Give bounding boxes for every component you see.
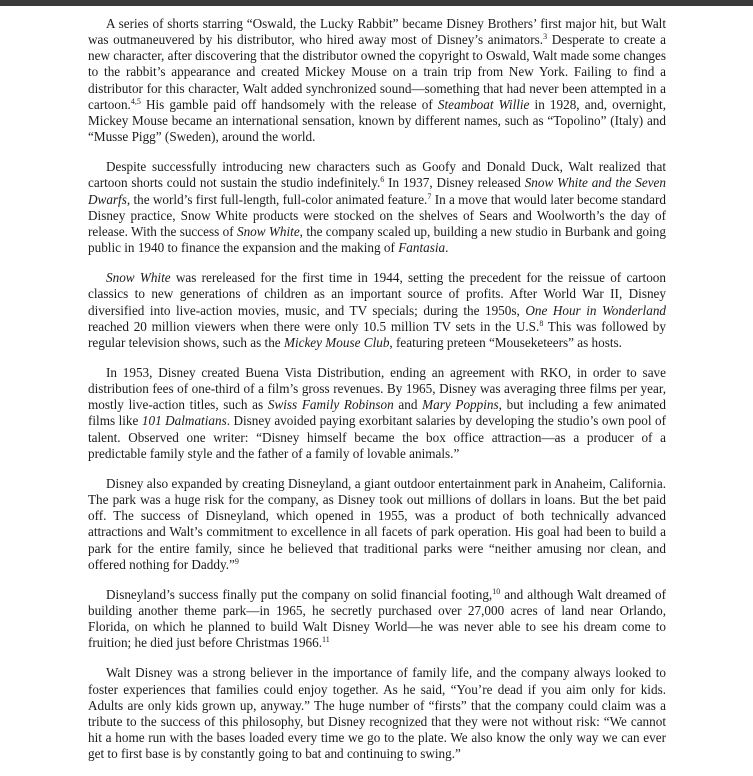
footnote-ref: 8 xyxy=(539,318,544,328)
text-segment: Disney also expanded by creating Disneyland, a giant outdoor entertainment park in Anaheim, California. The park was a huge risk for the company, as Disney took out millions of dollars in loans. But the bet paid off. The success of Disneyland, which opened in 1955, was a product of both technically advanced attractions and Walt’s commitment to excellence in all facets of park operation. His goal had been to build a park for the entire family, since he believed that traditional parks were “neither amusing nor clean, and offered nothing for Daddy.” xyxy=(88,475,666,572)
paragraph-4 xyxy=(88,365,666,462)
text-segment: , but including a few animated films like xyxy=(88,397,666,429)
text-segment: In 1953, Disney created Buena Vista Distribution, ending an agreement with RKO, in order to save distribution fees of one-third of a film’s gross revenues. By 1965, Disney was averaging three films per year, mostly live-action titles, such as xyxy=(88,364,666,413)
text-segment: Walt Disney was a strong believer in the importance of family life, and the company always looked to foster experiences that families could enjoy together. As he said, “You’re dead if you aim only for kids. Adults are only kids grown up, anyway.” The huge number of “firsts” that the company could claim was a tribute to the success of this philosophy, but Disney recognized that they were not without risk: “We cannot hit a home run with the bases loaded every time we go to the plate. We also know the only way we can ever get to first base is by constantly going to bat and continuing to swing.” xyxy=(88,665,666,762)
italic-title: Snow White xyxy=(106,270,171,286)
text-segment: Desperate to create a new character, after discovering that the distributor owned the copyright to Oswald, Walt made some changes to the rabbit’s appearance and created Mickey Mouse on a train trip from New York. Failing to find a distributor for this character, Walt added synchronized sound—something that had never been attempted in a cartoon. xyxy=(88,32,666,112)
text-segment: Disneyland’s success finally put the company on solid financial footing, xyxy=(106,586,493,602)
text-segment: A series of shorts starring “Oswald, the Lucky Rabbit” became Disney Brothers’ first major hit, but Walt was outmaneuvered by his distributor, who hired away most of Disney’s animators. xyxy=(88,16,666,48)
italic-title: Fantasia xyxy=(398,240,446,256)
paragraph-6 xyxy=(88,587,666,652)
italic-title: Mickey Mouse Club xyxy=(283,334,390,350)
italic-title: Snow White xyxy=(236,223,300,239)
paragraph-1 xyxy=(88,16,666,145)
text-segment: In 1937, Disney released xyxy=(384,175,525,191)
paragraph-5 xyxy=(88,476,666,573)
text-segment: This was followed by regular television shows, such as the xyxy=(88,318,666,350)
text-segment: , the company scaled up, building a new studio in Burbank and going public in 1940 to finance the expansion and the making of xyxy=(88,223,666,256)
footnote-ref: 4,5 xyxy=(130,96,141,106)
italic-title: Snow White and the Seven Dwarfs xyxy=(88,175,667,207)
footnote-ref: 11 xyxy=(322,635,330,645)
footnote-ref: 10 xyxy=(492,586,501,596)
text-segment: and xyxy=(393,397,423,413)
paragraph-7 xyxy=(88,665,666,762)
text-segment: and although Walt dreamed of building another theme park—in 1965, he secretly purchased over 27,000 acres of land near Orlando, Florida, on which he planned to build Walt Disney World—he was never able to see his dream come to fruition; he died just before Christmas 1966. xyxy=(88,586,666,651)
text-segment: In a move that would later become standard Disney practice, Snow White products were stocked on the shelves of Sears and Woolworth’s the day of release. With the success of xyxy=(88,191,666,239)
text-segment: , featuring preteen “Mouseketeers” as hosts. xyxy=(389,334,622,350)
italic-title: Swiss Family Robinson xyxy=(267,397,394,413)
footnote-ref: 6 xyxy=(380,175,385,185)
text-segment: Despite successfully introducing new characters such as Goofy and Donald Duck, Walt realized that cartoon shorts could not sustain the studio indefinitely. xyxy=(88,159,666,191)
text-segment: , the world’s first full-length, full-color animated feature. xyxy=(126,191,428,207)
text-segment: . xyxy=(445,240,449,256)
italic-title: Steamboat Willie xyxy=(437,96,530,112)
text-segment: reached 20 million viewers when there were only 10.5 million TV sets in the U.S. xyxy=(88,318,540,334)
footnote-ref: 7 xyxy=(427,191,432,201)
document-body xyxy=(88,16,666,776)
text-segment: His gamble paid off handsomely with the release of xyxy=(140,96,438,112)
text-segment: was rereleased for the first time in 1944, setting the precedent for the reissue of cartoon classics to new generations of children as an important source of profits. After World War II, Disney diversified into live-action movies, music, and TV specials; during the 1950s, xyxy=(88,270,666,318)
text-segment: . Disney avoided paying exorbitant salaries by developing the studio’s own pool of talent. Observed one writer: “Disney himself became the box office attraction—as a producer of a predictable family style and the father of a family of lovable animals.” xyxy=(88,413,666,461)
italic-title: 101 Dalmatians xyxy=(141,413,227,429)
footnote-ref: 9 xyxy=(234,556,239,566)
footnote-ref: 3 xyxy=(543,32,548,42)
paragraph-2 xyxy=(88,159,666,256)
paragraph-3 xyxy=(88,270,666,351)
italic-title: One Hour in Wonderland xyxy=(525,302,667,318)
text-segment: in 1928, and, overnight, Mickey Mouse became an international sensation, known by different names, such as “Topolino” (Italy) and “Musse Pigg” (Sweden), around the world. xyxy=(88,96,666,145)
window-top-bar xyxy=(0,0,753,6)
italic-title: Mary Poppins xyxy=(422,397,499,413)
